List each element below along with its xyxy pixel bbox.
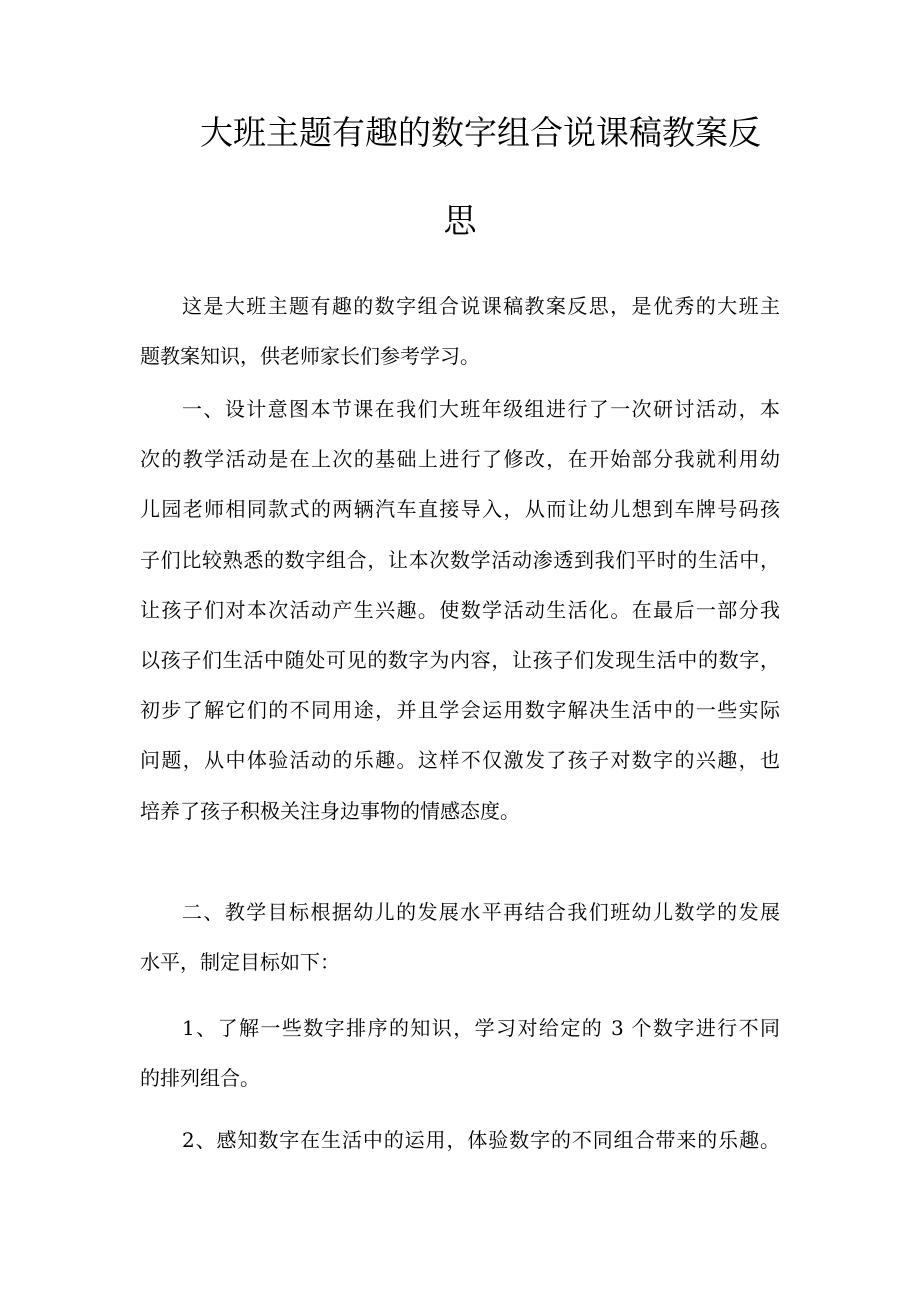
paragraph-line: 2、感知数字在生活中的运用，体验数字的不同组合带来的乐趣。 (182, 1128, 780, 1152)
paragraph-line: 这是大班主题有趣的数字组合说课稿教案反思，是优秀的大班主 (182, 294, 780, 318)
paragraph-teaching-goals (140, 887, 780, 987)
paragraph-line: 初步了解它们的不同用途，并且学会运用数字解决生活中的一些实际 (140, 698, 780, 723)
paragraph-line: 以孩子们生活中随处可见的数字为内容，让孩子们发现生活中的数字， (140, 647, 780, 672)
paragraph-line: 次的教学活动是在上次的基础上进行了修改，在开始部分我就利用幼 (140, 447, 780, 472)
document-title-line-1: 大班主题有趣的数字组合说课稿教案反 (200, 113, 761, 152)
paragraph-design-intent (140, 384, 780, 836)
paragraph-line: 培养了孩子积极关注身边事物的情感态度。 (140, 798, 520, 823)
paragraph-intro (140, 281, 780, 381)
paragraph-line: 儿园老师相同款式的两辆汽车直接导入，从而让幼儿想到车牌号码孩 (140, 497, 780, 522)
paragraph-goal-1 (140, 1003, 780, 1103)
paragraph-line: 水平，制定目标如下： (140, 950, 340, 975)
paragraph-line: 题教案知识，供老师家长们参考学习。 (140, 344, 480, 369)
paragraph-line: 问题，从中体验活动的乐趣。这样不仅激发了孩子对数字的兴趣，也 (140, 748, 780, 773)
paragraph-goal-2 (140, 1115, 780, 1165)
paragraph-line: 的排列组合。 (140, 1066, 260, 1091)
paragraph-line: 子们比较熟悉的数字组合，让本次数学活动渗透到我们平时的生活中， (140, 547, 780, 572)
paragraph-line: 二、教学目标根据幼儿的发展水平再结合我们班幼儿数学的发展 (182, 900, 780, 924)
paragraph-line: 1、了解一些数字排序的知识，学习对给定的 3 个数字进行不同 (182, 1016, 780, 1040)
paragraph-line: 让孩子们对本次活动产生兴趣。使数学活动生活化。在最后一部分我 (140, 597, 780, 622)
document-title-line-2: 思 (443, 201, 477, 240)
paragraph-line: 一、设计意图本节课在我们大班年级组进行了一次研讨活动，本 (182, 397, 780, 421)
